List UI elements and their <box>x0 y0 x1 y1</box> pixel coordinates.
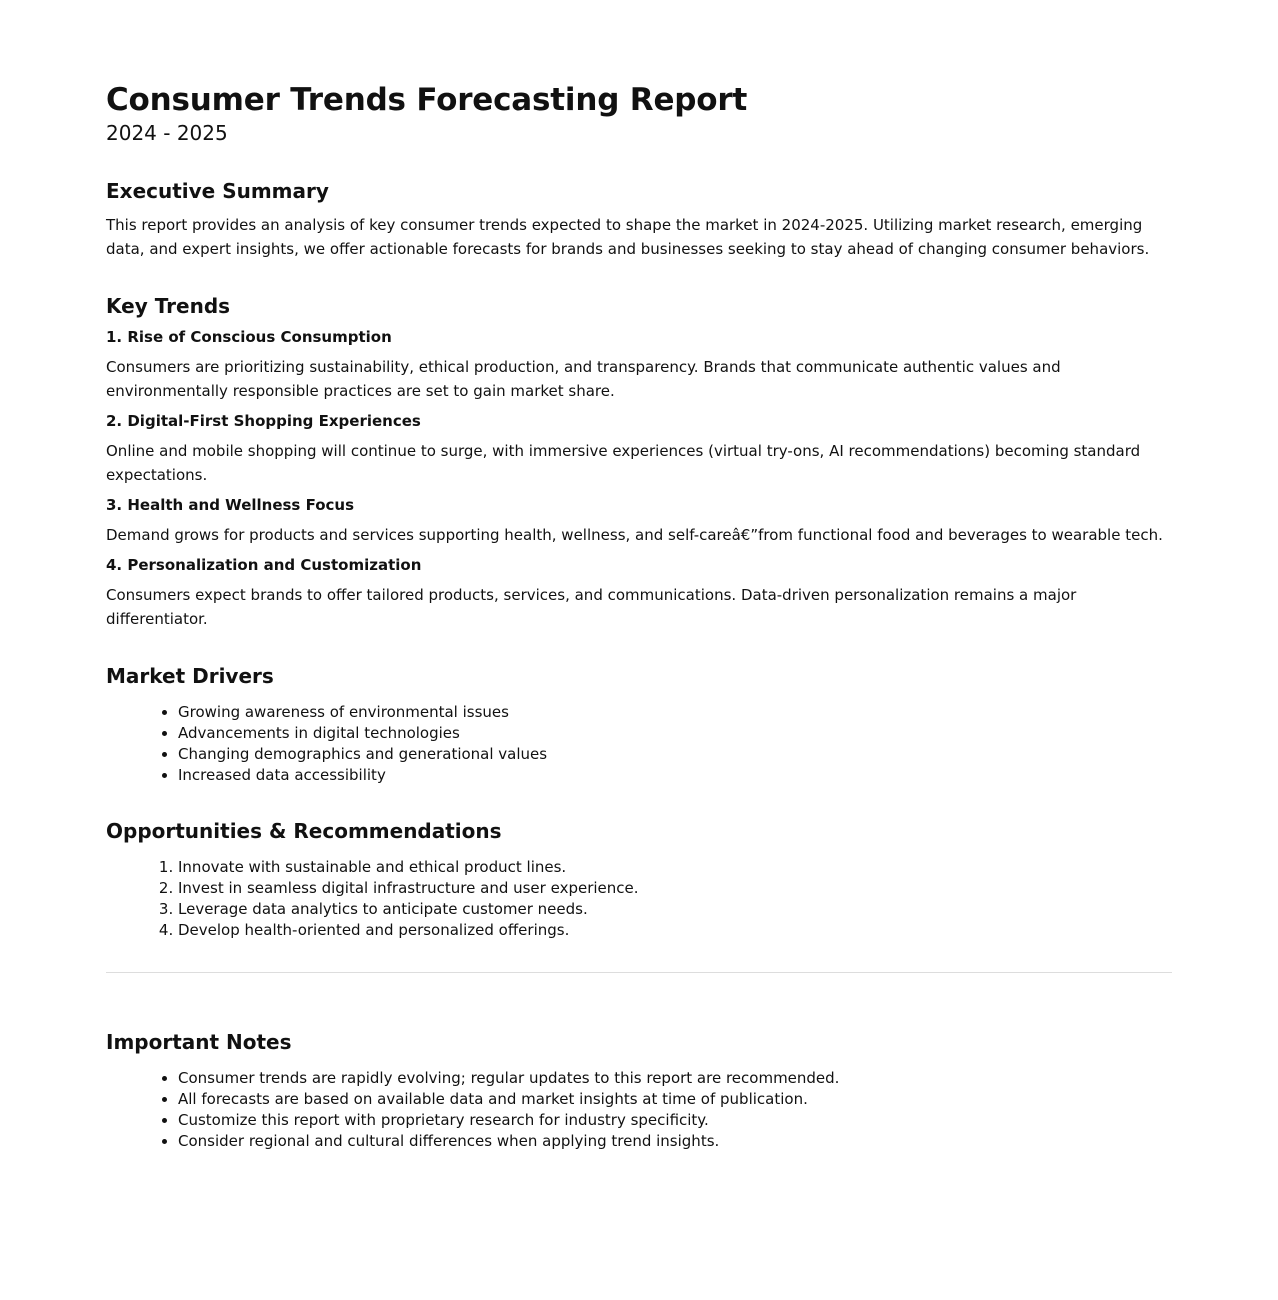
important-notes-section <box>106 1029 1172 1152</box>
trend-item <box>106 495 1172 547</box>
trend-item <box>106 411 1172 487</box>
trend-title: 1. Rise of Conscious Consumption <box>106 328 392 346</box>
report-title: Consumer Trends Forecasting Report <box>106 82 748 118</box>
trend-text: Online and mobile shopping will continue to surge, with immersive experiences (virtual try-ons, AI recommendations) becoming standard expectations. <box>106 442 1141 484</box>
list-item: • Changing demographics and generational values <box>178 744 1172 765</box>
list-item: • Growing awareness of environmental issues <box>178 702 1172 723</box>
opportunities-heading: Opportunities & Recommendations <box>106 819 502 843</box>
key-trends-section <box>106 293 1172 631</box>
executive-summary-text: This report provides an analysis of key consumer trends expected to shape the market in 2024-2025. Utilizing market research, emerging data, and expert insights, we offer actionable forecasts for brands and businesses seeking to stay ahead of changing consumer behaviors. <box>106 216 1150 258</box>
list-item: • Customize this report with proprietary research for industry specificity. <box>178 1110 1172 1131</box>
list-item: 3. Leverage data analytics to anticipate customer needs. <box>178 899 1172 920</box>
key-trends-heading: Key Trends <box>106 294 231 318</box>
list-item: • Consumer trends are rapidly evolving; regular updates to this report are recommended. <box>178 1068 1172 1089</box>
trend-title: 4. Personalization and Customization <box>106 556 422 574</box>
trend-text: Consumers are prioritizing sustainability, ethical production, and transparency. Brands that communicate authentic values and environmentally responsible practices are set to gain market share. <box>106 358 1061 400</box>
market-drivers-heading: Market Drivers <box>106 664 274 688</box>
trend-title: 3. Health and Wellness Focus <box>106 496 355 514</box>
opportunities-list <box>106 857 1172 941</box>
list-item: • All forecasts are based on available data and market insights at time of publication. <box>178 1089 1172 1110</box>
report-page <box>106 0 1172 1152</box>
opportunities-section <box>106 818 1172 941</box>
trend-item <box>106 327 1172 403</box>
list-item: • Advancements in digital technologies <box>178 723 1172 744</box>
market-drivers-section <box>106 663 1172 786</box>
list-item: 2. Invest in seamless digital infrastructure and user experience. <box>178 878 1172 899</box>
section-divider <box>106 972 1172 973</box>
list-item: 1. Innovate with sustainable and ethical product lines. <box>178 857 1172 878</box>
list-item: 4. Develop health-oriented and personalized offerings. <box>178 920 1172 941</box>
list-item: • Consider regional and cultural differences when applying trend insights. <box>178 1131 1172 1152</box>
trend-item <box>106 555 1172 631</box>
trend-text: Consumers expect brands to offer tailored products, services, and communications. Data-driven personalization remains a major differentiator. <box>106 586 1077 628</box>
report-subtitle: 2024 - 2025 <box>106 121 228 145</box>
important-notes-heading: Important Notes <box>106 1030 292 1054</box>
executive-summary-heading: Executive Summary <box>106 179 329 203</box>
list-item: • Increased data accessibility <box>178 765 1172 786</box>
important-notes-list <box>106 1068 1172 1152</box>
executive-summary-section <box>106 178 1172 261</box>
market-drivers-list <box>106 702 1172 786</box>
trend-text: Demand grows for products and services supporting health, wellness, and self-careâ€”from functional food and beverages to wearable tech. <box>106 526 1163 544</box>
trend-title: 2. Digital-First Shopping Experiences <box>106 412 421 430</box>
report-header <box>106 80 1172 146</box>
